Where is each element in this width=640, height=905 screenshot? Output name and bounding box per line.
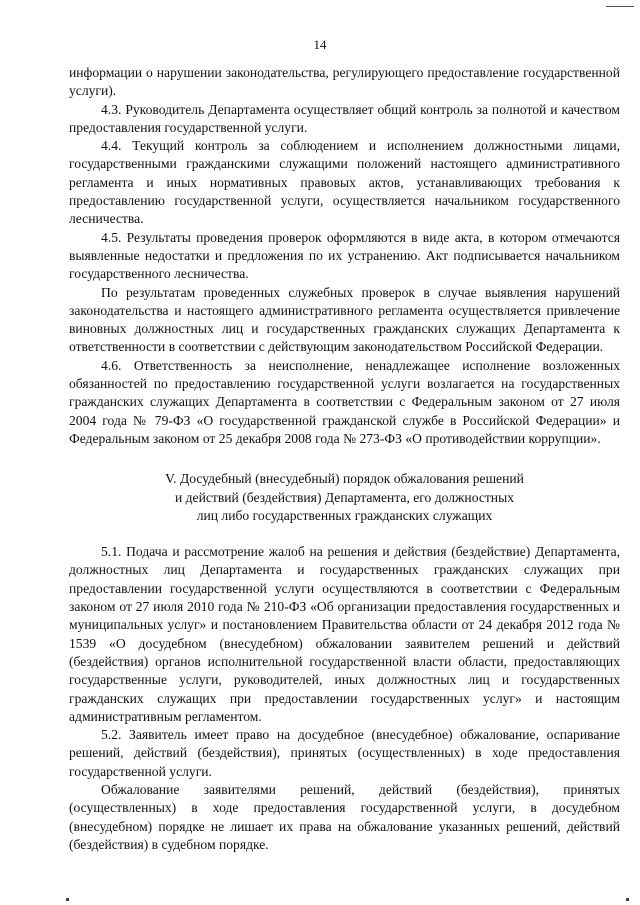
scan-dot <box>626 898 629 901</box>
paragraph-4-3: 4.3. Руководитель Департамента осуществляет общий контроль за полнотой и качеством предоставления государственной услуги. <box>69 101 620 135</box>
paragraph-5-1: 5.1. Подача и рассмотрение жалоб на решения и действия (бездействие) Департамента, должностных лиц Департамента и государственных гражданских служащих при предоставлении государственной услуги осуществляются в соответствии с Федеральным законом от 27 июля 2010 года № 210-ФЗ «Об организации предоставления государственных и муниципальных услуг» и постановлением Правительства области от 24 декабря 2012 года № 1539 «О досудебном (внесудебном) обжаловании заявителем решений и действий (бездействия) органов исполнительной государственной власти области, предоставляющих государственные услуги, руководителей, иных должностных лиц и государственных гражданских служащих при предоставлении государственных услуг» и настоящим административным регламентом. <box>69 544 620 724</box>
paragraph-4-6: 4.6. Ответственность за неисполнение, ненадлежащее исполнение возложенных обязанностей по предоставлению государственной услуги возлагается на государственных гражданских служащих Департамента в соответствии с Федеральным законом от 27 июля 2004 года № 79-ФЗ «О государственной гражданской службе в Российской Федерации» и Федеральным законом от 25 декабря 2008 года № 273-ФЗ «О противодействии коррупции». <box>69 357 620 446</box>
paragraph-4-5: 4.5. Результаты проведения проверок оформляются в виде акта, в котором отмечаются выявленные недостатки и предложения по их устранению. Акт подписывается начальником государственного лесничества. <box>69 229 620 282</box>
document-body <box>69 64 620 854</box>
section-heading-line: V. Досудебный (внесудебный) порядок обжалования решений <box>165 471 524 487</box>
paragraph-inspection-results: По результатам проведенных служебных проверок в случае выявления нарушений законодательства и настоящего административного регламента осуществляется привлечение виновных должностных лиц и государственных гражданских служащих Департамента к ответственности в соответствии с действующим законодательством Российской Федерации. <box>69 284 620 355</box>
section-heading-line: и действий (бездействия) Департамента, его должностных <box>174 489 515 505</box>
section-heading <box>69 470 620 525</box>
paragraph-4-4: 4.4. Текущий контроль за соблюдением и исполнением должностными лицами, государственными гражданскими служащими положений настоящего административного регламента и иных нормативных правовых актов, устанавливающих требования к предоставлению государственной услуги, осуществляется начальником государственного лесничества. <box>69 138 620 227</box>
paragraph-appeal: Обжалование заявителями решений, действий (бездействия), принятых (осуществленных) в ходе предоставления государственной услуги, в досудебном (внесудебном) порядке не лишает их права на обжалование указанных решений, действий (бездействия) в судебном порядке. <box>69 781 620 852</box>
paragraph-continuation: информации о нарушении законодательства, регулирующего предоставление государственной услуги). <box>69 65 620 99</box>
section-heading-line: лиц либо государственных гражданских служащих <box>196 507 493 523</box>
page-number: 14 <box>313 37 327 52</box>
scan-corner-mark <box>606 0 634 7</box>
scan-dot <box>66 898 69 901</box>
paragraph-5-2: 5.2. Заявитель имеет право на досудебное (внесудебное) обжалование, оспаривание решений, действий (бездействия), принятых (осуществленных) в ходе предоставления государственной услуги. <box>69 727 620 779</box>
